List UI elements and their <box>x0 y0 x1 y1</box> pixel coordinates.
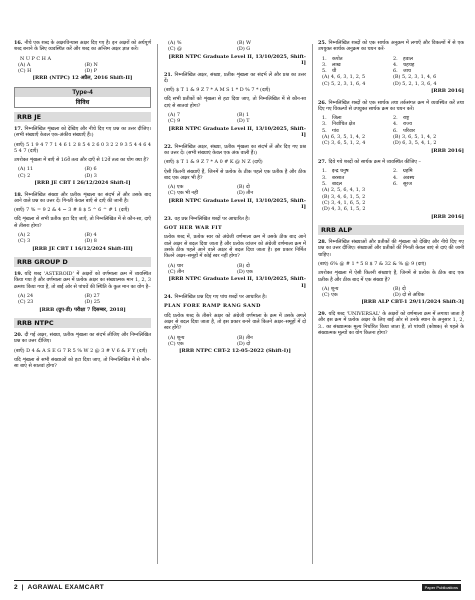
question-28-options: (A) शून्य (B) दो (C) एक (D) दो से अधिक <box>322 285 425 299</box>
question-18: 18. निम्नलिखित संख्या और प्रतीक शृंखला का संदर्भ लें और उसके बाद आने वाले प्रश्न का उत्तर दें। गिनती केवल बाएँ से दाएँ की जानी है। <box>14 191 151 204</box>
question-23-words: GOT HER WAR FIT <box>164 225 223 232</box>
section-rrb-je: RRB JE <box>14 112 151 122</box>
section-rrb-ntpc: RRB NTPC <box>14 318 151 328</box>
question-18-prompt: यदि शृंखला से सभी प्रतीक हटा दिए जाएँ, तो निम्नलिखित में से कौन-सा, दाएँ से तीसरा होगा? <box>14 216 151 229</box>
question-27-option-a: (A) 2, 5, 6, 4, 1, 3 <box>322 187 366 194</box>
type-subheading: विविध <box>75 99 90 106</box>
question-19: 19. यदि शब्द 'ASTEROID' में अक्षरों को वर्णमाला क्रम में व्यवस्थित किया गया है और वर्णमाला क्रम में प्रत्येक अक्षर का संख्यात्मक मान 1, 2, 3 क्रमशः किया गया है, तो बाईं ओर से पांचवें की स्थिति के कुल मान का योग है– <box>14 271 151 290</box>
question-24-options: (A) शून्य (B) तीन (C) एक (D) दो <box>168 334 253 347</box>
question-23: 23. वह प्रश्न निम्नलिखित शब्दों पर आधारित है। <box>164 215 250 222</box>
type-heading: Type-4 <box>15 88 150 97</box>
question-29: 29. यदि शब्द 'UNIVERSAL' के अक्षरों को वर्णमाला क्रम में लगाया जाता है और इस क्रम में प्रत्येक अक्षर के लिए बाईं ओर से उनके स्थान के अनुसार 1, 2, 3.. का संख्यात्मक मूल्य निर्धारित किया जाता है, तो पांचवीं (कोष्ठक) से पहले के संख्यात्मक मूल्यों का योग कितना होगा? <box>318 310 464 336</box>
question-24: 24. निम्नलिखित प्रश्न दिए गए पांच शब्दों पर आधारित है। <box>164 294 267 301</box>
question-17-prompt: उपरोक्त शृंखला में बाएँ से 16वें तत्व और दाएँ से 12वें तत्व का योग क्या है? <box>14 157 149 164</box>
question-17-series: (बाएँ) 5 1 9 4 7 7 1 4 6 1 2 8 5 4 2 6 0 3 2 2 9 3 5 4 4 6 4 5 4 7 (दाएँ) <box>14 141 151 154</box>
question-27-items: 1. इन्द्र धनुष 2. ग्रहमि 3. बरसात 4. अवस्थ 5. बादल 6. सूरज <box>322 168 415 188</box>
question-20-source: [RRB NTPC Graduate Level II, 13/10/2025, Shift-I] <box>168 53 306 67</box>
question-23-source: [RRB NTPC Graduate Level II, 13/10/2025, Shift-I] <box>168 276 306 289</box>
question-20: 20. दी गई अक्षर, संख्या, प्रतीक शृंखला का संदर्भ लीजिए और निम्नलिखित प्रश्न का उत्तर दीजिए। <box>14 332 151 345</box>
question-26-items: 1. जिला 2. राष्ट्र 3. निर्वाचित क्षेत्र 4. राज्य 5. गांव 6. परिवार <box>322 115 416 134</box>
question-16-letters: N U P C H A <box>20 55 52 62</box>
question-22-series: (बाएँ) $ T 1 & 9 Z 7 * A 0 # K @ N Z (दाएँ) <box>164 159 263 166</box>
question-25-source: [RRB 2016] <box>431 88 464 95</box>
question-16-options: (A) A (B) N (C) H (D) P <box>18 61 98 75</box>
question-28: 28. निम्नलिखित संख्याओं और प्रतीकों की शृंखला को देखिए और नीचे दिए गए प्रश्न का उत्तर दीजिए। संख्याओं और प्रतीकों की गिनती केवल बाएं से दाएं की जानी चाहिए। <box>318 239 464 258</box>
column-divider <box>157 44 158 564</box>
type-heading-box <box>14 87 151 108</box>
question-21-options: (A) 7 (B) 1 (C) 9 (D) T <box>168 112 250 125</box>
question-27-option-c: (C) 3, 4, 1, 6, 5, 2 <box>322 199 366 206</box>
question-24-prompt: यदि प्रत्येक शब्द के तीसरे अक्षर को अंग्रेजी वर्णमाला के क्रम में उसके अगले अक्षर से बदल दिया जाता है, तो इस प्रकार बनने वाले कितने अक्षर–समूहों में दो स्वर होंगे? <box>164 312 306 332</box>
question-22-prompt: ऐसी कितनी संख्याएँ हैं, जिनमें से प्रत्येक के ठीक पहले एक प्रतीक है और ठीक बाद एक अक्षर भी है? <box>164 168 306 181</box>
question-20-options: (A) % (B) W (C) @ (D) G <box>168 40 251 53</box>
question-24-source: [RRB NTPC CBT-2 12-05-2022 (Shift-I)] <box>179 348 291 355</box>
question-27-option-b: (B) 3, 4, 6, 1, 5, 2 <box>322 193 366 200</box>
question-20-series: (बाएँ) D 4 & A S E G 7 R 5 % W 2 @ 3 # V 6 & F Y (दाएँ) <box>14 347 148 354</box>
question-25-items: 1. कपोत 2. हवाल 3. लाख 4. चहचह 5. धी 6. जाच <box>322 55 415 75</box>
question-28-prompt: उपरोक्त शृंखला में ऐसी कितनी संख्याएं हैं, जिनमें से प्रत्येक के ठीक बाद एक प्रतीक है और ठीक बाद में एक संख्या है? <box>318 270 464 283</box>
question-22-options: (A) एक (B) दो (C) एक भी नहीं (D) तीन <box>168 184 254 197</box>
question-18-series: (बाएँ) 7 % = 9 2 & 4 ~ 3 # 8 $ 5 ^ 6 ^ # 1 (दाएँ) <box>14 207 130 214</box>
column-middle <box>164 40 306 360</box>
column-right <box>318 40 464 339</box>
question-21-prompt: यदि सभी प्रतीकों को शृंखला से हटा दिया जाए, तो निम्नलिखित में से कौन-सा दाएं से सातवां होगा? <box>164 96 306 109</box>
question-27-source: [RRB 2016] <box>431 213 464 220</box>
question-27: 27. दिये गये शब्दों को सार्थक क्रम में व्यवस्थित कीजिए – <box>318 159 421 166</box>
question-23-options: (A) चार (B) दो (C) तीन (D) एक <box>168 262 253 275</box>
footer-divider: | <box>21 583 24 591</box>
question-26-source: [RRB 2016] <box>431 147 464 154</box>
question-26: 26. निम्नलिखित शब्दों को एक सार्थक तथा तर्कसंगत क्रम में व्यवस्थित करें तथा दिए गए विकल्पों से उपयुक्त सार्थक क्रम का चयन करें। <box>318 99 464 112</box>
page-number: 2 <box>14 583 18 591</box>
column-left <box>14 40 151 373</box>
question-25: 25. निम्नलिखित शब्दों को एक सार्थक अनुक्रम में लगाएँ और विकल्पों में से एक उपयुक्त सार्थक अनुक्रम का चयन करें- <box>318 40 464 53</box>
question-18-source: [RRB JE CBT I 16/12/2024 Shift-III] <box>32 245 133 252</box>
question-25-options: (A) 4, 6, 3, 1, 2, 5 (B) 5, 2, 3, 1, 4, 6 (C) 5, 2, 3, 1, 6, 4 (D) 5, 2, 1, 3, 6, 4 <box>322 74 437 87</box>
question-20-prompt: यदि शृंखला से सभी संख्याओं को हटा दिया जाए, तो निम्नलिखित में से कौन-सा बाएं से सातवां होगा? <box>14 357 151 370</box>
question-17-source: [RRB JE CBT I 26/12/2024 Shift-I] <box>34 180 131 187</box>
question-24-words: PLAN FORE RAMP RANG SAND <box>164 303 261 310</box>
question-22: 22. निम्नलिखित अक्षर, संख्या, प्रतीक शृंखला का संदर्भ लें और दिए गए प्रश्न का उत्तर दें। (सभी संख्याएं केवल एक अंक वाली हैं।) <box>164 143 306 156</box>
section-rrb-alp: RRB ALP <box>318 225 464 235</box>
question-19-options: (A) 24 (B) 27 (C) 23 (D) 25 <box>18 293 101 306</box>
footer-bar <box>14 580 461 593</box>
question-27-option-d: (D) 4, 3, 6, 1, 5, 2 <box>322 206 366 213</box>
question-26-options: (A) 6, 3, 5, 1, 4, 2 (B) 3, 6, 5, 1, 4, 2 (C) 3, 6, 5, 1, 2, 4 (D) 6, 3, 5, 4, 1, 2 <box>322 134 437 147</box>
column-divider <box>312 44 313 564</box>
question-21: 21. निम्नलिखित अक्षर, संख्या, प्रतीक शृंखला का संदर्भ लें और प्रश्न का उत्तर दें। <box>164 71 306 84</box>
page-footer <box>0 574 475 600</box>
question-19-source: [RRB (ग्रुप-डी) परीक्षा 7 दिसम्बर, 2018] <box>39 306 126 313</box>
question-21-source: [RRB NTPC Graduate Level II, 13/10/2025, Shift-I] <box>168 125 306 139</box>
section-rrb-group-d: RRB GROUP D <box>14 257 151 267</box>
question-17-options: (A) 11 (B) 6 (C) 2 (D) 3 <box>18 166 97 179</box>
question-16: 16. नीचे एक शब्द के अक्षरविन्यास अक्षर दिए गए है। इन अक्षरों को अर्थपूर्ण शब्द बनाने के लिए व्यवस्थित करें और शब्द का अन्तिम अक्षर ज्ञात करें। <box>14 40 151 53</box>
question-23-prompt: प्रत्येक शब्द में, प्रत्येक स्वर को अंग्रेजी वर्णमाला क्रम में उसके ठीक बाद आने वाले अक्षर से बदल दिया जाता है और प्रत्येक व्यंजन को अंग्रेजी वर्णमाला क्रम में उसके ठीक पहले आने वाले अक्षर से बदल दिया जाता है। इस प्रकार निर्मित कितने अक्षर–समूहों में कोई स्वर नहीं होगा? <box>164 234 306 260</box>
question-28-series: (बाएं) 6% @ # 1 * 5 8 $ 7 & 32 & % @ 9 (दाएं) <box>318 260 427 267</box>
question-22-source: [RRB NTPC Graduate Level II, 13/10/2025, Shift-I] <box>168 197 306 211</box>
question-21-series: (बाएँ) $ T 1 & 9 Z 7 * A M S 1 * D % 7 * (दाएँ) <box>164 87 271 94</box>
question-28-source: [RRB ALP CBT-1 29/11/2024 Shift-3] <box>361 299 464 306</box>
question-17: 17. निम्नलिखित शृंखला को देखिए और नीचे दिए गए प्रश्न का उत्तर दीजिए। (सभी संख्याएँ केवल एक-अंकीय संख्याएँ हैं।) <box>14 125 151 139</box>
publisher-badge: Paper Publications <box>422 584 461 591</box>
footer-brand: AGRAWAL EXAMCART <box>27 583 104 591</box>
question-16-source: [RRB (NTPC) 12 अप्रैल, 2016 Shift-II] <box>32 75 133 82</box>
question-18-options: (A) 2 (B) 4 (C) 3 (D) 8 <box>18 232 97 245</box>
